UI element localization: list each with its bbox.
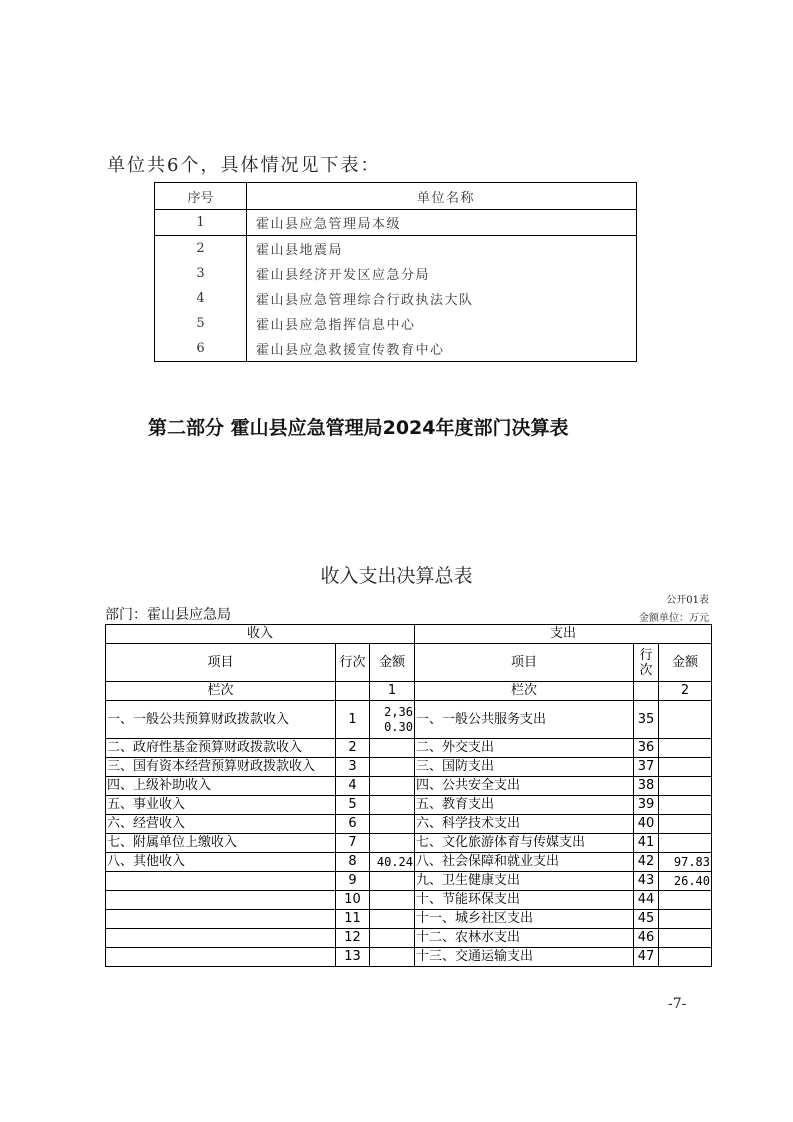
expense-header: 支出 — [415, 625, 712, 644]
income-item — [106, 872, 336, 891]
column-header-row — [106, 644, 712, 682]
table-row — [155, 236, 637, 262]
expense-amount: 26.40 — [659, 872, 712, 891]
expense-index-value: 2 — [659, 682, 712, 701]
expense-item: 八、社会保障和就业支出 — [415, 853, 634, 872]
income-item: 三、国有资本经营预算财政拨款收入 — [106, 758, 336, 777]
income-amount — [370, 910, 415, 929]
table-row — [155, 261, 637, 286]
income-item: 六、经营收入 — [106, 815, 336, 834]
income-index-label: 栏次 — [106, 682, 336, 701]
expense-amount — [659, 777, 712, 796]
expense-amount — [659, 891, 712, 910]
unit-no: 5 — [155, 311, 247, 336]
income-line: 13 — [336, 948, 370, 967]
page-number: -7- — [668, 996, 687, 1012]
expense-item: 七、文化旅游体育与传媒支出 — [415, 834, 634, 853]
income-line: 8 — [336, 853, 370, 872]
income-item: 七、附属单位上缴收入 — [106, 834, 336, 853]
section-header-row — [106, 625, 712, 644]
income-item — [106, 910, 336, 929]
table-row — [106, 872, 712, 891]
table-row — [106, 815, 712, 834]
expense-line: 41 — [634, 834, 659, 853]
income-expense-table — [105, 624, 712, 967]
income-line: 2 — [336, 739, 370, 758]
expense-line: 36 — [634, 739, 659, 758]
income-amount: 40.24 — [370, 853, 415, 872]
income-line: 12 — [336, 929, 370, 948]
income-amount — [370, 777, 415, 796]
expense-amount — [659, 910, 712, 929]
income-item: 一、一般公共预算财政拨款收入 — [106, 701, 336, 739]
unit-no: 4 — [155, 286, 247, 311]
expense-amount-header: 金额 — [659, 644, 712, 682]
income-index-value: 1 — [370, 682, 415, 701]
table-row — [155, 311, 637, 336]
expense-item: 三、国防支出 — [415, 758, 634, 777]
expense-item: 十一、城乡社区支出 — [415, 910, 634, 929]
table-row — [106, 929, 712, 948]
part-title: 第二部分 霍山县应急管理局2024年度部门决算表 — [148, 417, 569, 439]
table-title: 收入支出决算总表 — [320, 565, 473, 587]
income-item — [106, 929, 336, 948]
expense-line: 45 — [634, 910, 659, 929]
department-label: 部门：霍山县应急局 — [105, 607, 231, 623]
income-line: 7 — [336, 834, 370, 853]
table-row — [155, 210, 637, 236]
income-line: 10 — [336, 891, 370, 910]
income-line: 9 — [336, 872, 370, 891]
unit-no: 2 — [155, 236, 247, 262]
income-index-line — [336, 682, 370, 701]
income-line: 11 — [336, 910, 370, 929]
expense-item: 二、外交支出 — [415, 739, 634, 758]
income-amount — [370, 872, 415, 891]
expense-item: 十二、农林水支出 — [415, 929, 634, 948]
income-amount: 2,360.30 — [370, 701, 415, 739]
amount-unit-label: 金额单位：万元 — [639, 613, 709, 624]
table-row — [106, 758, 712, 777]
income-line: 5 — [336, 796, 370, 815]
unit-no: 1 — [155, 210, 247, 236]
income-amount — [370, 815, 415, 834]
expense-item: 一、一般公共服务支出 — [415, 701, 634, 739]
expense-line: 38 — [634, 777, 659, 796]
expense-index-line — [634, 682, 659, 701]
table-row — [106, 834, 712, 853]
expense-item: 十、节能环保支出 — [415, 891, 634, 910]
expense-line: 35 — [634, 701, 659, 739]
expense-line: 44 — [634, 891, 659, 910]
expense-amount — [659, 948, 712, 967]
expense-item: 十三、交通运输支出 — [415, 948, 634, 967]
intro-text: 单位共6个，具体情况见下表： — [107, 155, 381, 176]
expense-amount — [659, 758, 712, 777]
income-item: 二、政府性基金预算财政拨款收入 — [106, 739, 336, 758]
income-amount-header: 金额 — [370, 644, 415, 682]
table-row — [106, 853, 712, 872]
income-amount — [370, 891, 415, 910]
expense-line: 47 — [634, 948, 659, 967]
unit-no: 3 — [155, 261, 247, 286]
unit-name: 霍山县应急管理局本级 — [247, 210, 637, 236]
header-unit-name: 单位名称 — [247, 183, 637, 210]
column-index-row — [106, 682, 712, 701]
unit-name: 霍山县应急管理综合行政执法大队 — [247, 286, 637, 311]
expense-amount — [659, 929, 712, 948]
expense-line: 46 — [634, 929, 659, 948]
income-amount — [370, 834, 415, 853]
expense-amount — [659, 796, 712, 815]
income-header: 收入 — [106, 625, 415, 644]
expense-item: 五、教育支出 — [415, 796, 634, 815]
expense-index-label: 栏次 — [415, 682, 634, 701]
unit-name: 霍山县应急救援宣传教育中心 — [247, 336, 637, 362]
expense-line: 39 — [634, 796, 659, 815]
table-row — [106, 739, 712, 758]
unit-name: 霍山县经济开发区应急分局 — [247, 261, 637, 286]
table-row — [106, 777, 712, 796]
unit-name: 霍山县应急指挥信息中心 — [247, 311, 637, 336]
income-amount — [370, 796, 415, 815]
income-line: 3 — [336, 758, 370, 777]
table-row — [155, 286, 637, 311]
table-row — [106, 701, 712, 739]
expense-line: 40 — [634, 815, 659, 834]
expense-line: 42 — [634, 853, 659, 872]
table-row — [106, 910, 712, 929]
unit-table-header — [155, 183, 637, 210]
expense-amount — [659, 834, 712, 853]
income-item: 四、上级补助收入 — [106, 777, 336, 796]
expense-amount — [659, 701, 712, 739]
income-line-header: 行次 — [336, 644, 370, 682]
table-row — [106, 796, 712, 815]
table-row — [106, 948, 712, 967]
income-item — [106, 948, 336, 967]
table-row — [106, 891, 712, 910]
expense-item: 四、公共安全支出 — [415, 777, 634, 796]
expense-amount: 97.83 — [659, 853, 712, 872]
expense-amount — [659, 739, 712, 758]
income-line: 4 — [336, 777, 370, 796]
income-item: 八、其他收入 — [106, 853, 336, 872]
expense-amount — [659, 815, 712, 834]
income-amount — [370, 929, 415, 948]
expense-item-header: 项目 — [415, 644, 634, 682]
income-item-header: 项目 — [106, 644, 336, 682]
expense-item: 六、科学技术支出 — [415, 815, 634, 834]
income-line: 1 — [336, 701, 370, 739]
income-item — [106, 891, 336, 910]
expense-item: 九、卫生健康支出 — [415, 872, 634, 891]
unit-table — [154, 182, 637, 362]
table-row — [155, 336, 637, 362]
income-amount — [370, 948, 415, 967]
expense-line: 37 — [634, 758, 659, 777]
income-amount — [370, 739, 415, 758]
income-line: 6 — [336, 815, 370, 834]
expense-line-header-text: 行 次 — [639, 647, 653, 678]
header-serial: 序号 — [155, 183, 247, 210]
unit-no: 6 — [155, 336, 247, 362]
income-item: 五、事业收入 — [106, 796, 336, 815]
expense-line-header — [634, 644, 659, 682]
income-amount — [370, 758, 415, 777]
expense-line: 43 — [634, 872, 659, 891]
table-code: 公开01表 — [666, 595, 709, 606]
unit-name: 霍山县地震局 — [247, 236, 637, 262]
